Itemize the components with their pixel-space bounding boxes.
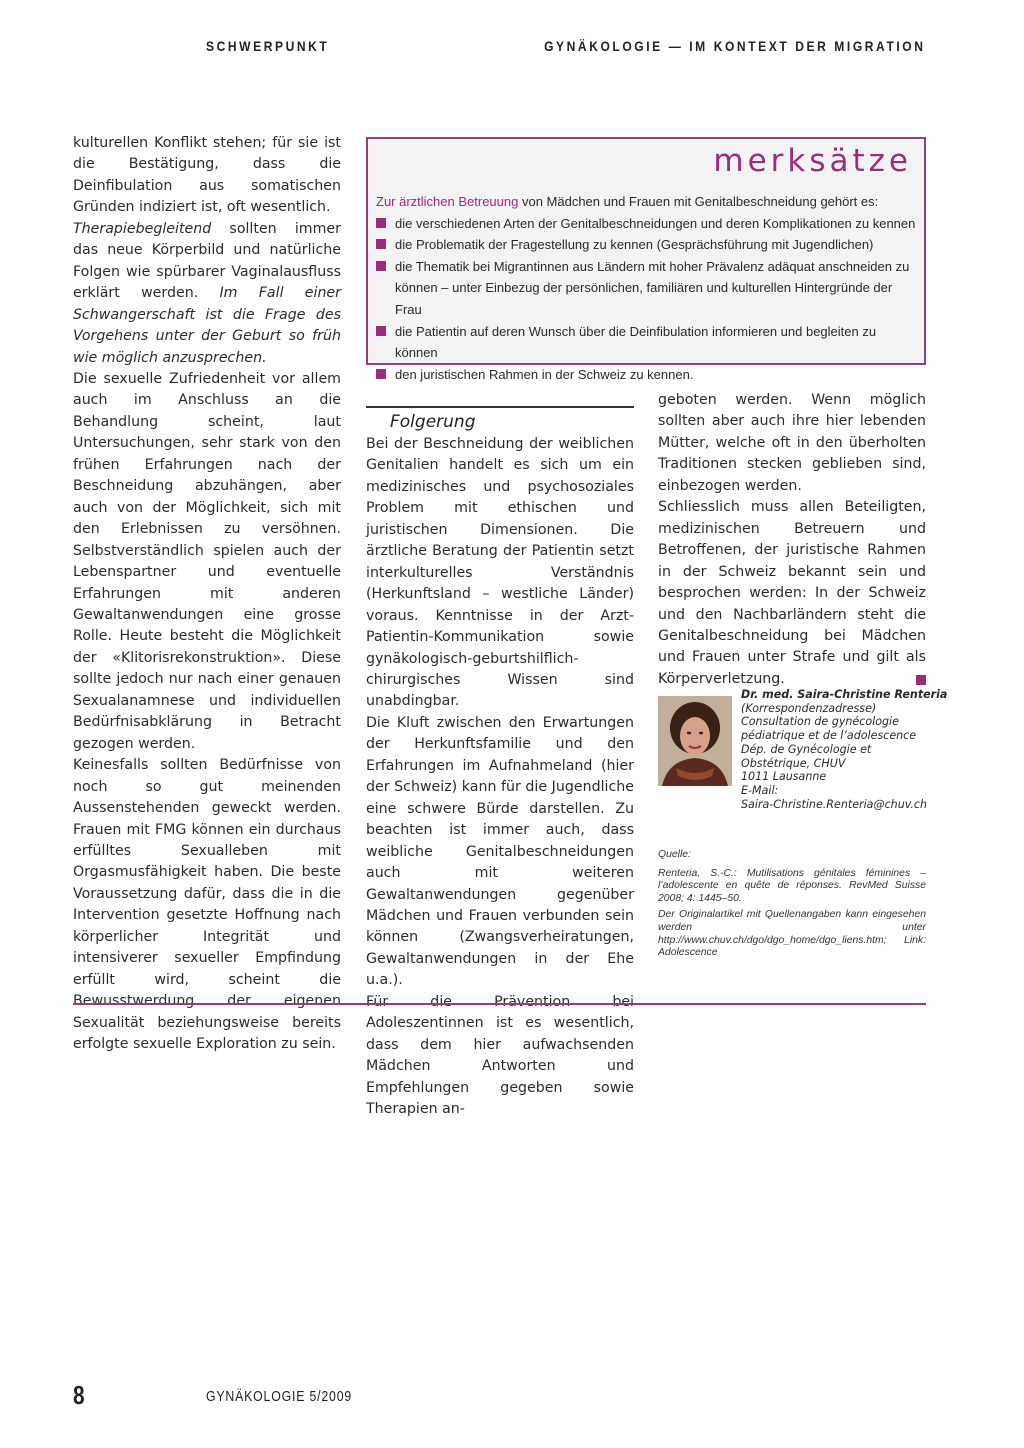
section-divider [73,1003,926,1005]
col1-paragraph-2-text: sollten immer das neue Körperbild und natürliche Folgen wie spürbarer Vaginalausfluss erklärt werden. [73,220,341,302]
section-heading: Folgerung [390,412,476,432]
author-email: Saira-Christine.Renteria@chuv.ch [741,797,928,811]
author-line: Dép. de Gynécologie et [741,742,872,756]
author-line: 1011 Lausanne [741,770,827,784]
merksaetze-title: merksätze [713,143,912,179]
col1-italic-sentence: Im Fall einer Schwangerschaft ist die Frage des Vorgehens unter der Geburt so früh wie möglich anzusprechen. [73,285,341,366]
author-info [741,688,948,811]
article-column-2 [366,390,634,1121]
article-column-1 [73,133,341,1055]
author-line: Consultation de gynécologie [741,715,899,729]
col1-paragraph-1: kulturellen Konflikt stehen; für sie ist die Bestätigung, dass die Deinfibulation aus somatischen Gründen indiziert ist, oft wesentlich. [73,135,341,216]
col2-paragraph-1: Bei der Beschneidung der weiblichen Genitalien handelt es sich um ein medizinisches und psychosoziales Problem mit ethischen und juristischen Dimensionen. Die ärztliche Beratung der Patientin setzt interkulturelles Verständnis (Herkunftsland – westliche Länder) voraus. Kenntnisse in der Arzt-Patientin-Kommunikation sowie gynäkologisch-geburtshilflich-chirurgisches Wissen sind unabdingbar. [366,436,634,710]
merksaetze-item-4: die Patientin auf deren Wunsch über die Deinfibulation informieren und begleiten zu können [395,323,877,361]
author-line: Obstétrique, CHUV [741,756,846,770]
running-header-section: SCHWERPUNKT [206,38,330,54]
list-item [376,256,916,321]
source-note: Der Originalartikel mit Quellenangaben kann eingesehen werden unter http://www.chuv.ch/dgo/dgo_home/dgo_liens.htm; Link: Adolescence [658,909,926,959]
list-item [376,321,916,364]
merksaetze-box [366,137,926,382]
list-item [376,213,916,235]
merksaetze-item-2: die Problematik der Fragestellung zu kennen (Gesprächsführung mit Jugendlichen) [395,237,874,253]
col1-paragraph-3: Die sexuelle Zufriedenheit vor allem auch im Anschluss an die Behandlung scheint, laut Untersuchungen, sehr stark von den frühen Erfahrungen nach der Beschneidung abzuhängen, aber auch von der Möglichkeit, sich mit den Erlebnissen zu versöhnen. Selbstverständlich spielen auch der Lebenspartner und eventuelle Erfahrungen mit anderen Gewaltanwendungen eine grosse Rolle. Heute besteht die Möglichkeit der «Klitorisrekonstruktion». Diese sollte jedoch nur nach einer genauen Sexualanamnese und individuellen Bedürfnisabklärung in Betracht gezogen werden. [73,370,341,752]
journal-footer: GYNÄKOLOGIE 5/2009 [206,1388,353,1405]
bullet-square-icon [376,261,386,271]
merksaetze-body [376,191,916,385]
source-label: Quelle: [658,849,691,860]
col1-paragraph-4: Keinesfalls sollten Bedürfnisse von noch so gut meinenden Aussenstehenden geweckt werden. Frauen mit FMG können ein durchaus erfülltes Sexualleben mit Orgasmusfähigkeit haben. Die beste Voraussetzung dafür, dass die in die Intervention gesetzte Hoffnung nach körperlicher Integrität und intensiverer sexueller Empfindung erfüllt wird, scheint die Bewusstwerdung der eigenen Sexualität beziehungsweise bereits erfolgte sexuelle Exploration zu sein. [73,757,341,1053]
bullet-square-icon [376,369,386,379]
bullet-square-icon [376,218,386,228]
bullet-square-icon [376,326,386,336]
merksaetze-intro-lead: Zur ärztlichen Betreuung [376,194,519,209]
article-column-3 [658,390,926,690]
list-item [376,234,916,256]
col3-paragraph-2-text: Schliesslich muss allen Beteiligten, medizinischen Betreuern und Betroffenen, der juristische Rahmen in der Schweiz bekannt sein und besprochen werden: In der Schweiz und den Nachbarländern steht die Genitalbeschneidung bei Mädchen und Frauen unter Strafe und gilt als Körperverletzung. [658,499,926,687]
merksaetze-item-1: die verschiedenen Arten der Genitalbeschneidungen und deren Komplikationen zu kennen [395,215,916,231]
author-photo [658,696,732,786]
author-line: pédiatrique et de l’adolescence [741,729,917,743]
col1-paragraph-2 [73,219,341,369]
col2-paragraph-2: Die Kluft zwischen den Erwartungen der Herkunftsfamilie und den Erfahrungen im Aufnahmeland (hier der Schweiz) kann für die Jugendliche eine schwere Bürde darstellen. Zu beachten ist immer auch, dass weibliche Genitalbeschneidungen auch mit weiteren Gewaltanwendungen gegenüber Mädchen und Frauen verbunden sein können (Zwangsverheiratungen, Gewaltanwendungen in der Ehe u.a.). [366,714,634,989]
end-mark-icon [916,675,926,685]
merksaetze-item-5: den juristischen Rahmen in der Schweiz zu kennen. [395,366,694,382]
merksaetze-intro-text: von Mädchen und Frauen mit Genitalbeschneidung gehört es: [518,194,879,209]
section-rule [366,406,634,408]
list-item [376,364,916,386]
author-name: Dr. med. Saira-Christine Renteria [741,688,948,701]
author-line: E-Mail: [741,783,779,797]
col3-paragraph-2 [658,497,926,690]
merksaetze-intro [376,191,916,213]
author-line: (Korrespondenzadresse) [741,701,877,715]
col1-italic-term: Therapiebegleitend [73,220,212,237]
page-number: 8 [73,1380,85,1410]
source-reference: Renteria, S.-C.: Mutilisations génitales féminines – l’adolescente en quête de réponses. RevMed Suisse 2008; 4: 1445–50. [658,867,926,904]
running-header-title: GYNÄKOLOGIE — IM KONTEXT DER MIGRATION [544,38,926,54]
bullet-square-icon [376,239,386,249]
merksaetze-item-3: die Thematik bei Migrantinnen aus Ländern mit hoher Prävalenz adäquat anschneiden zu können – unter Einbezug der persönlichen, familiären und kulturellen Hintergründe der Frau [395,258,910,317]
col2-paragraph-3: Für die Prävention bei Adoleszentinnen ist es wesentlich, dass dem hier aufwachsenden Mädchen Antworten und Empfehlungen gegeben sowie Therapien an- [366,993,634,1118]
col3-paragraph-1: geboten werden. Wenn möglich sollten aber auch ihre hier lebenden Mütter, welche oft in den überholten Traditionen stecken geblieben sind, einbezogen werden. [658,392,926,494]
source-block [658,849,926,964]
